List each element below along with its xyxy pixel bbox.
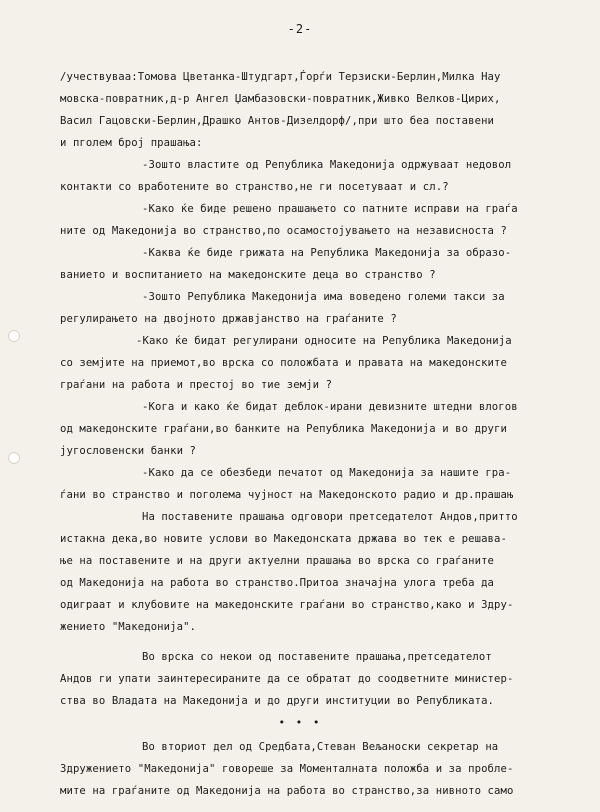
punch-hole — [8, 452, 20, 464]
text-line: контакти со вработените во странство,не ги посетуваат и сл.? — [60, 181, 449, 193]
punch-hole — [8, 330, 20, 342]
page-number: -2- — [287, 22, 313, 36]
text-line: ванието и воспитанието на македонските деца во странство ? — [60, 269, 436, 281]
text-line: со земјите на приемот,во врска со положбата и правата на македонските — [60, 357, 507, 369]
text-line: Здружението "Македонија" говореше за Моменталната положба и за пробле- — [60, 763, 514, 775]
text-line: граѓани на работа и престој во тие земји ? — [60, 379, 333, 391]
text-line: Васил Гацовски-Берлин,Драшко Антов-Дизелдорф/,при што беа поставени — [60, 115, 495, 127]
text-line: -Кога и како ќе бидат деблок-ирани девизните штедни влогов — [142, 401, 518, 413]
text-line: ње на поставените и на други актуелни прашања во врска со граѓаните — [60, 555, 495, 567]
text-line: одиграат и клубовите на македонските граѓани во странство,како и Здру- — [60, 599, 514, 611]
text-line: ѓани во странство и поголема чујност на Македонското радио и др.прашањ — [60, 489, 514, 501]
text-line: Во врска со некои од поставените прашања,претседателот — [142, 651, 492, 663]
text-line: Андов ги упати заинтересираните да се обратат до соодветните министер- — [60, 673, 514, 685]
text-line: југословенски банки ? — [60, 445, 197, 457]
text-line: /учествуваа:Томова Цветанка-Штудгарт,Ѓорѓи Терзиски-Берлин,Милка Нау — [60, 71, 501, 83]
text-line: -Зошто властите од Република Македонија одржуваат недовол — [142, 159, 512, 171]
text-line: -Како да се обезбеди печатот од Македонија за нашите гра- — [142, 467, 512, 479]
text-line: жението "Македонија". — [60, 621, 197, 633]
text-line: ства во Владата на Македонија и до други институции во Републиката. — [60, 695, 495, 707]
text-line: мовска-повратник,д-р Ангел Џамбазовски-повратник,Живко Велков-Цирих, — [60, 93, 501, 105]
text-line: -Каква ќе биде грижата на Република Македонија за образо- — [142, 247, 512, 259]
text-line: од Македонија на работа во странство.Притоа значајна улога треба да — [60, 577, 495, 589]
section-separator: • • • — [278, 716, 322, 729]
text-line: регулирањето на двојното државјанство на граѓаните ? — [60, 313, 397, 325]
text-line: истакна дека,во новите услови во Македонската држава во тек е решава- — [60, 533, 507, 545]
text-line: Во вториот дел од Средбата,Стеван Вељаноски секретар на — [142, 741, 499, 753]
text-line: и пголем број прашања: — [60, 137, 203, 149]
text-line: ните од Македонија во странство,по осамостојувањето на независноста ? — [60, 225, 507, 237]
text-line: -Како ќе бидат регулирани односите на Република Македонија — [136, 335, 512, 347]
text-line: -Зошто Република Македонија има воведено големи такси за — [142, 291, 505, 303]
text-line: -Како ќе биде решено прашањето со патните исправи на граѓа — [142, 203, 518, 215]
text-line: мите на граѓаните од Македонија на работа во странство,за нивното само — [60, 785, 514, 797]
text-line: На поставените прашања одговори претседателот Андов,притто — [142, 511, 518, 523]
text-line: од македонските граѓани,во банките на Република Македонија и во други — [60, 423, 507, 435]
